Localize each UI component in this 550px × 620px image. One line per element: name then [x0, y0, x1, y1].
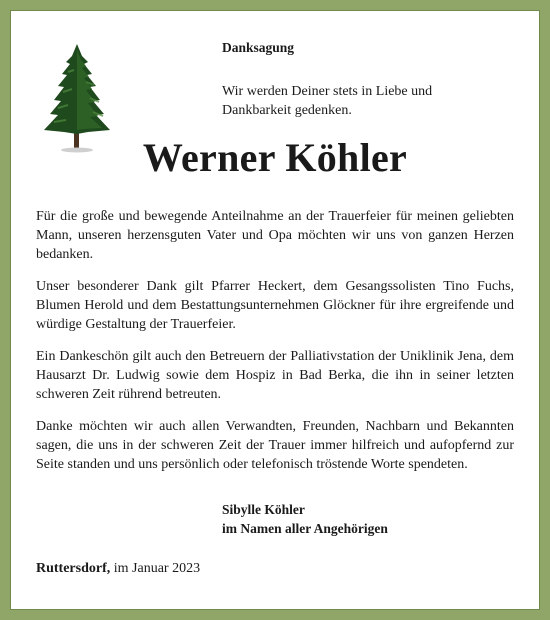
signature-name: Sibylle Köhler [222, 502, 305, 517]
deceased-name: Werner Köhler [142, 135, 408, 180]
place-name: Ruttersdorf, [36, 561, 111, 576]
notice-heading: Danksagung [222, 40, 295, 55]
verse-line: Wir werden Deiner stets in Liebe und [222, 84, 433, 99]
paragraph: Ein Dankeschön gilt auch den Betreuern der Palliativstation der Uniklinik Jena, dem Hausarzt Dr. Ludwig sowie dem Hospiz in Bad Berka, die ihn in seiner letzten schweren Zeit rührend betreuten. [36, 349, 514, 402]
memorial-verse [222, 82, 482, 120]
notice-body [36, 207, 514, 487]
signature-subline: im Namen aller Angehörigen [222, 521, 388, 536]
date-text: im Januar 2023 [113, 561, 201, 576]
place-date [36, 561, 200, 577]
paragraph: Unser besonderer Dank gilt Pfarrer Heckert, dem Gesangssolisten Tino Fuchs, Blumen Herold und dem Bestattungsunternehmen Glöckner für ihre ergreifende und würdige Gestaltung der Trauerfeier. [36, 279, 514, 332]
paragraph: Für die große und bewegende Anteilnahme an der Trauerfeier für meinen geliebten Mann, unseren herzensguten Vater und Opa möchten wir uns von ganzen Herzen bedanken. [36, 209, 514, 262]
paragraph: Danke möchten wir auch allen Verwandten, Freunden, Nachbarn und Bekannten sagen, die uns in der schweren Zeit der Trauer immer hilfreich und aufopfernd zur Seite standen und uns persönlich oder telefonisch tröstende Worte spendeten. [36, 419, 514, 472]
signature-block [222, 500, 388, 538]
verse-line: Dankbarkeit gedenken. [222, 103, 352, 118]
